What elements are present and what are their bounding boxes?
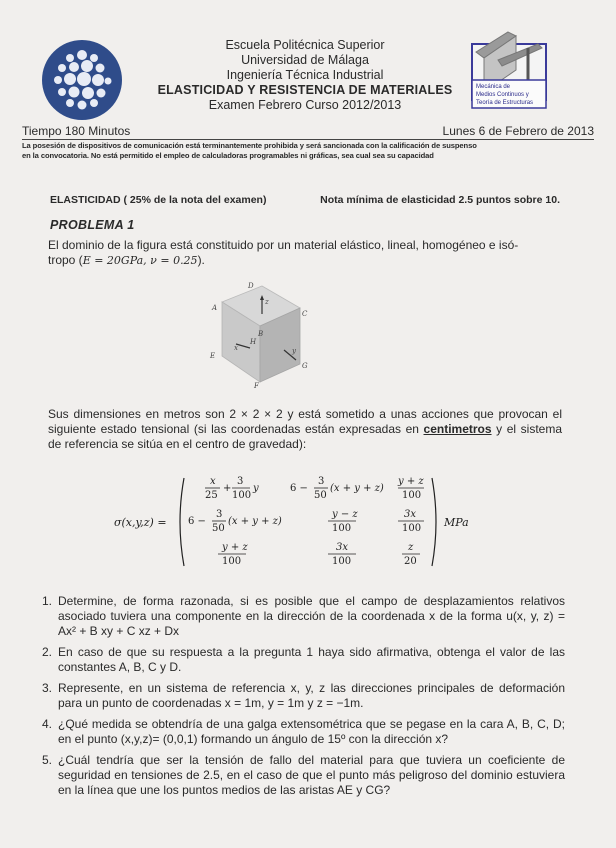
axis-x: x [234, 344, 238, 352]
question-text: Determine, de forma razonada, si es posible que el campo de desplazamientos relativos asociado tuviera una componente en la dirección de la coordenada x de la forma u(x, y, z) = Ax² + B xy + C xz + Dx [58, 594, 565, 638]
r1c1-plus: + [223, 483, 232, 494]
r3c1-num: y + z [222, 542, 248, 553]
matrix-unit: MPa [444, 516, 469, 529]
question-text: En caso de que su respuesta a la pregunta 1 haya sido afirmativa, obtenga el valor de las constantes A, B, C y D. [58, 645, 565, 674]
logo-text-line1: Mecánica de [476, 84, 511, 90]
question-item [30, 645, 565, 675]
question-text: ¿Cuál tendría que ser la tensión de fallo del material para que tuviera un coeficiente de seguridad en tensiones de 2.5, en el caso de que el punto más peligroso del dominio estuviera en la línea que une los puntos medios de las aristas AE y CG? [58, 753, 565, 797]
question-item [30, 681, 565, 711]
label-c: C [302, 310, 308, 318]
material-constants: E = 20GPa, ν = 0.25 [82, 254, 198, 267]
university-name: Universidad de Málaga [241, 53, 369, 67]
header-divider [22, 139, 594, 140]
logo-text-line2: Medios Continuos y [476, 92, 529, 98]
r2c3-den: 100 [402, 523, 422, 534]
r2c1-den: 50 [212, 523, 225, 534]
notice-line-1: La posesión de dispositivos de comunicación está terminantemente prohibida y será sancionada con la calificación de suspenso [22, 141, 477, 150]
question-item [30, 717, 565, 747]
school-name: Escuela Politécnica Superior [225, 38, 385, 52]
label-b: B [258, 330, 264, 338]
question-number: 1. [41, 594, 52, 608]
exam-duration: Tiempo 180 Minutos [22, 124, 131, 138]
axis-y: y [292, 347, 296, 355]
label-h: H [250, 338, 257, 346]
problem-intro [48, 238, 562, 268]
section-minimum: Nota mínima de elasticidad 2.5 puntos sobre 10. [320, 194, 560, 206]
label-g: G [302, 362, 308, 370]
exam-notice [22, 141, 562, 161]
intro-line-1: El dominio de la figura está constituido por un material elástico, lineal, homogéneo e isó- [48, 238, 519, 252]
question-number: 4. [41, 717, 52, 731]
r2c1-num: 3 [216, 509, 223, 520]
question-item [30, 753, 565, 798]
exam-session: Examen Febrero Curso 2012/2013 [208, 98, 402, 112]
r1c1-var: y [253, 483, 259, 494]
label-a: A [212, 304, 218, 312]
r1c1-num2: 3 [237, 476, 244, 487]
subject-title: ELASTICIDAD Y RESISTENCIA DE MATERIALES [157, 83, 453, 97]
r1c1-num1: x [210, 476, 216, 487]
r2c2-den: 100 [332, 523, 352, 534]
section-weight: ELASTICIDAD ( 25% de la nota del examen) [50, 194, 267, 206]
r3c3-num: z [408, 542, 414, 553]
axis-z: z [265, 298, 269, 306]
question-item [30, 594, 565, 639]
r1c3-den: 100 [402, 490, 422, 501]
r1c2-post: (x + y + z) [330, 483, 384, 494]
r1c3-num: y + z [398, 476, 424, 487]
intro-prefix: tropo ( [48, 253, 83, 267]
stress-text-a: Sus dimensiones en metros son 2 × 2 × 2 y está sometido a unas acciones que provocan el siguiente estado tensional (si las coordenadas están expresadas en [48, 407, 562, 436]
r3c3-den: 20 [404, 556, 417, 567]
r1c2-pre: 6 − [290, 483, 308, 494]
intro-suffix: ). [197, 253, 205, 267]
label-e: E [210, 352, 216, 360]
question-text: Represente, en un sistema de referencia x, y, z las direcciones principales de deformación para un punto de coordenadas x = 1m, y = 1m y z = −1m. [58, 681, 565, 710]
stress-tensor-matrix [110, 472, 500, 572]
r2c1-pre: 6 − [188, 516, 206, 527]
department-logo [468, 30, 550, 114]
degree-name: Ingeniería Técnica Industrial [226, 68, 384, 82]
question-list [30, 594, 565, 804]
exam-date: Lunes 6 de Febrero de 2013 [442, 124, 594, 138]
r1c2-num: 3 [318, 476, 325, 487]
r3c1-den: 100 [222, 556, 242, 567]
section-header [50, 194, 560, 206]
label-f: F [254, 382, 259, 390]
r2c3-num: 3x [404, 509, 417, 520]
r3c2-num: 3x [336, 542, 349, 553]
question-number: 2. [41, 645, 52, 659]
logo-text-line3: Teoría de Estructuras [476, 100, 534, 106]
stress-text-b: y el sistema de referencia se sitúa en el centro de gravedad): [48, 422, 562, 451]
r1c2-den: 50 [314, 490, 327, 501]
r2c1-post: (x + y + z) [228, 516, 282, 527]
exam-meta-row [22, 124, 594, 138]
r2c2-num: y − z [332, 509, 358, 520]
notice-line-2: en la convocatoria. No está permitido el empleo de calculadoras programables ni gráficas, sea cual sea su capacidad [22, 151, 434, 160]
question-text: ¿Qué medida se obtendría de una galga extensométrica que se pegase en la cara A, B, C, D; en el punto (x,y,z)= (0,0,1) formando un ángulo de 15º con la dirección x? [58, 717, 565, 746]
cube-figure [200, 278, 320, 390]
question-number: 3. [41, 681, 52, 695]
r1c1-den1: 25 [205, 490, 218, 501]
centimetros-emphasis: centimetros [423, 422, 492, 436]
label-d: D [248, 282, 254, 290]
question-number: 5. [41, 753, 52, 767]
stress-description [48, 407, 562, 452]
university-logo [40, 38, 124, 122]
exam-header [130, 38, 480, 113]
r1c1-den2: 100 [232, 490, 252, 501]
problem-title: PROBLEMA 1 [50, 218, 135, 232]
matrix-lhs: σ(x,y,z) = [114, 516, 167, 529]
r3c2-den: 100 [332, 556, 352, 567]
